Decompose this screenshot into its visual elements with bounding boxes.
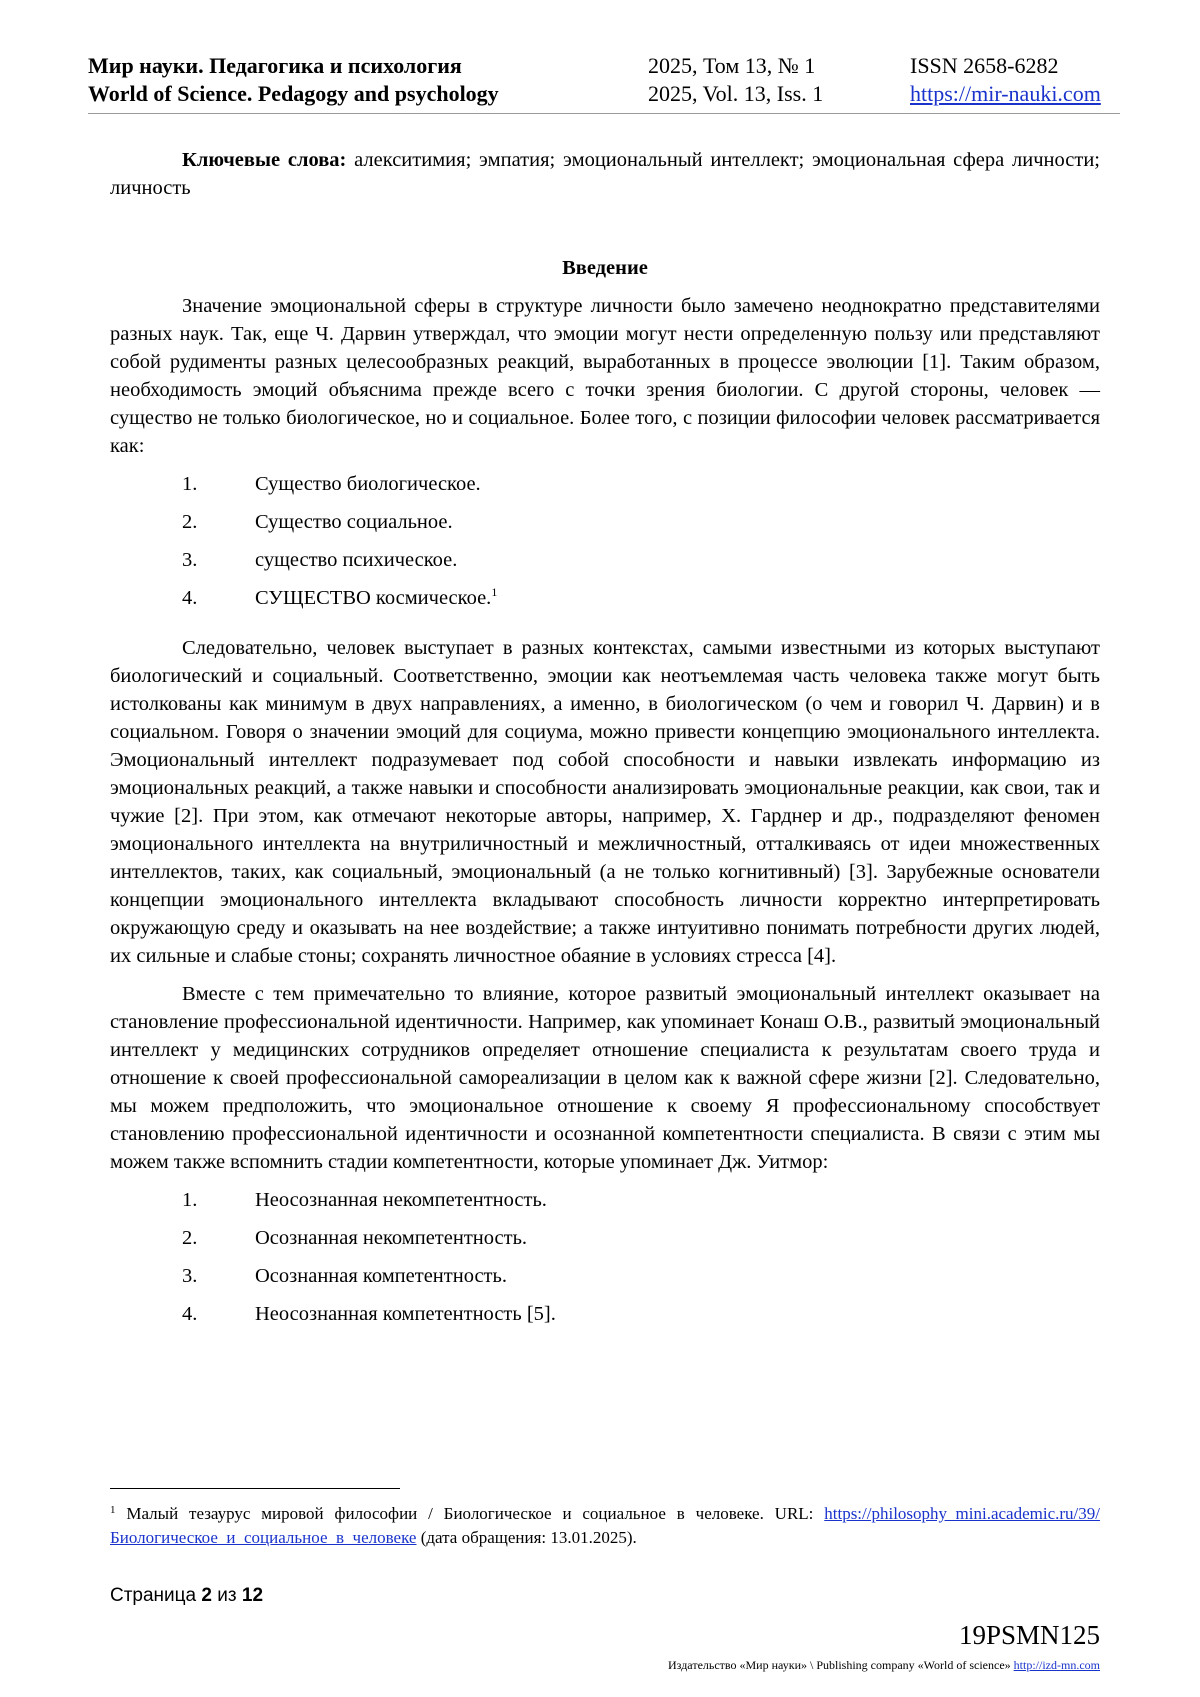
list-item: 1. Неосознанная некомпетентность. [182, 1189, 547, 1211]
numbered-list [110, 470, 1100, 622]
issn: ISSN 2658-6282 [910, 53, 1059, 78]
page-number: Страница 2 из 12 [110, 1585, 264, 1606]
paragraph: Следовательно, человек выступает в разных контекстах, самыми известными из которых выступают биологический и социальный. Соответственно, эмоции как неотъемлемая часть человека также могут быть истолкованы как минимум в двух направлениях, а именно, в биологическом (о чем и говорил Ч. Дарвин) и в социальном. Говоря о значении эмоций для социума, можно привести концепцию эмоционального интеллекта. Эмоциональный интеллект подразумевает под собой способности и навыки извлекать информацию из эмоциональных реакций, а также навыки и способности анализировать эмоциональные реакции, как свои, так и чужие [2]. При этом, как отмечают некоторые авторы, например, Х. Гарднер и др., подразделяют феномен эмоционального интеллекта на внутриличностный и межличностный, отталкиваясь от идеи множественных интеллектов, таких, как социальный, эмоциональный (а не только когнитивный) [3]. Зарубежные основатели концепции эмоционального интеллекта вкладывают способность личности корректно интерпретировать окружающую среду и оказывать на нее воздействие; а также интуитивно понимать потребности других людей, их сильные и слабые стоны; сохранять личностное обаяние в условиях стресса [4]. [110, 637, 1100, 967]
issue-ru: 2025, Том 13, № 1 [648, 53, 816, 78]
issn-block [910, 52, 1101, 108]
numbered-list [110, 1186, 1100, 1338]
journal-title-block [88, 52, 499, 108]
issue-en: 2025, Vol. 13, Iss. 1 [648, 81, 824, 106]
keywords-label: Ключевые слова: [182, 149, 347, 171]
list-item: 2. Существо социальное. [182, 511, 453, 533]
footnote-access-date: (дата обращения: 13.01.2025). [416, 1528, 637, 1547]
list-item: 3. существо психическое. [182, 549, 458, 571]
publisher-line: Издательство «Мир науки» \ Publishing company «World of science» http://izd-mn.com [668, 1658, 1100, 1672]
issue-block [648, 52, 823, 108]
keywords-text: алекситимия; эмпатия; эмоциональный интеллект; эмоциональная сфера личности; личность [110, 149, 1100, 199]
publisher-link[interactable]: http://izd-mn.com [1013, 1658, 1100, 1672]
footnote [110, 1502, 1100, 1550]
paragraph: Значение эмоциональной сферы в структуре личности было замечено неоднократно представителями разных наук. Так, еще Ч. Дарвин утверждал, что эмоции могут нести определенную пользу или представляют собой рудименты разных целесообразных реакций, выработанных в процессе эволюции [1]. Таким образом, необходимость эмоций объяснима прежде всего с точки зрения биологии. С другой стороны, человек — существо не только биологическое, но и социальное. Более того, с позиции философии человек рассматривается как: [110, 295, 1100, 457]
keywords [110, 146, 1100, 202]
journal-title-en: World of Science. Pedagogy and psychology [88, 81, 499, 106]
journal-title-ru: Мир науки. Педагогика и психология [88, 53, 462, 78]
article-code: 19PSMN125 [958, 1620, 1100, 1650]
list-item: 3. Осознанная компетентность. [182, 1265, 507, 1287]
footnote-text: Малый тезаурус мировой философии / Биологическое и социальное в человеке. URL: [115, 1504, 825, 1523]
list-item: 1. Существо биологическое. [182, 473, 481, 495]
list-item: 4. Неосознанная компетентность [5]. [182, 1303, 556, 1325]
current-page: 2 [201, 1585, 212, 1606]
journal-site-link[interactable]: https://mir-nauki.com [910, 81, 1101, 106]
journal-header [88, 52, 1120, 114]
section-title: Введение [562, 257, 648, 279]
total-pages: 12 [241, 1585, 264, 1606]
paragraph: Вместе с тем примечательно то влияние, которое развитый эмоциональный интеллект оказывает на становление профессиональной идентичности. Например, как упоминает Конаш О.В., развитый эмоциональный интеллект у медицинских сотрудников определяет отношение специалиста к результатам своего труда и отношение к своей профессиональной самореализации в целом как к важной сфере жизни [2]. Следовательно, мы можем предположить, что эмоциональное отношение к своему Я профессиональному способствует становлению профессиональной идентичности и осознанной компетентности специалиста. В связи с этим мы можем также вспомнить стадии компетентности, которые упоминает Дж. Уитмор: [110, 983, 1100, 1173]
footnote-divider [110, 1488, 400, 1489]
footnote-link[interactable]: https://philosophy_mini.academic.ru/39/Биологическое_и_социальное_в_человеке [110, 1504, 1100, 1547]
footnote-marker: 1 [110, 1504, 116, 1516]
article-body [110, 146, 1100, 1350]
footnote-reference[interactable]: 1 [491, 585, 498, 599]
list-item: 4. СУЩЕСТВО космическое.$^1$ [182, 585, 498, 609]
list-item: 2. Осознанная некомпетентность. [182, 1227, 528, 1249]
